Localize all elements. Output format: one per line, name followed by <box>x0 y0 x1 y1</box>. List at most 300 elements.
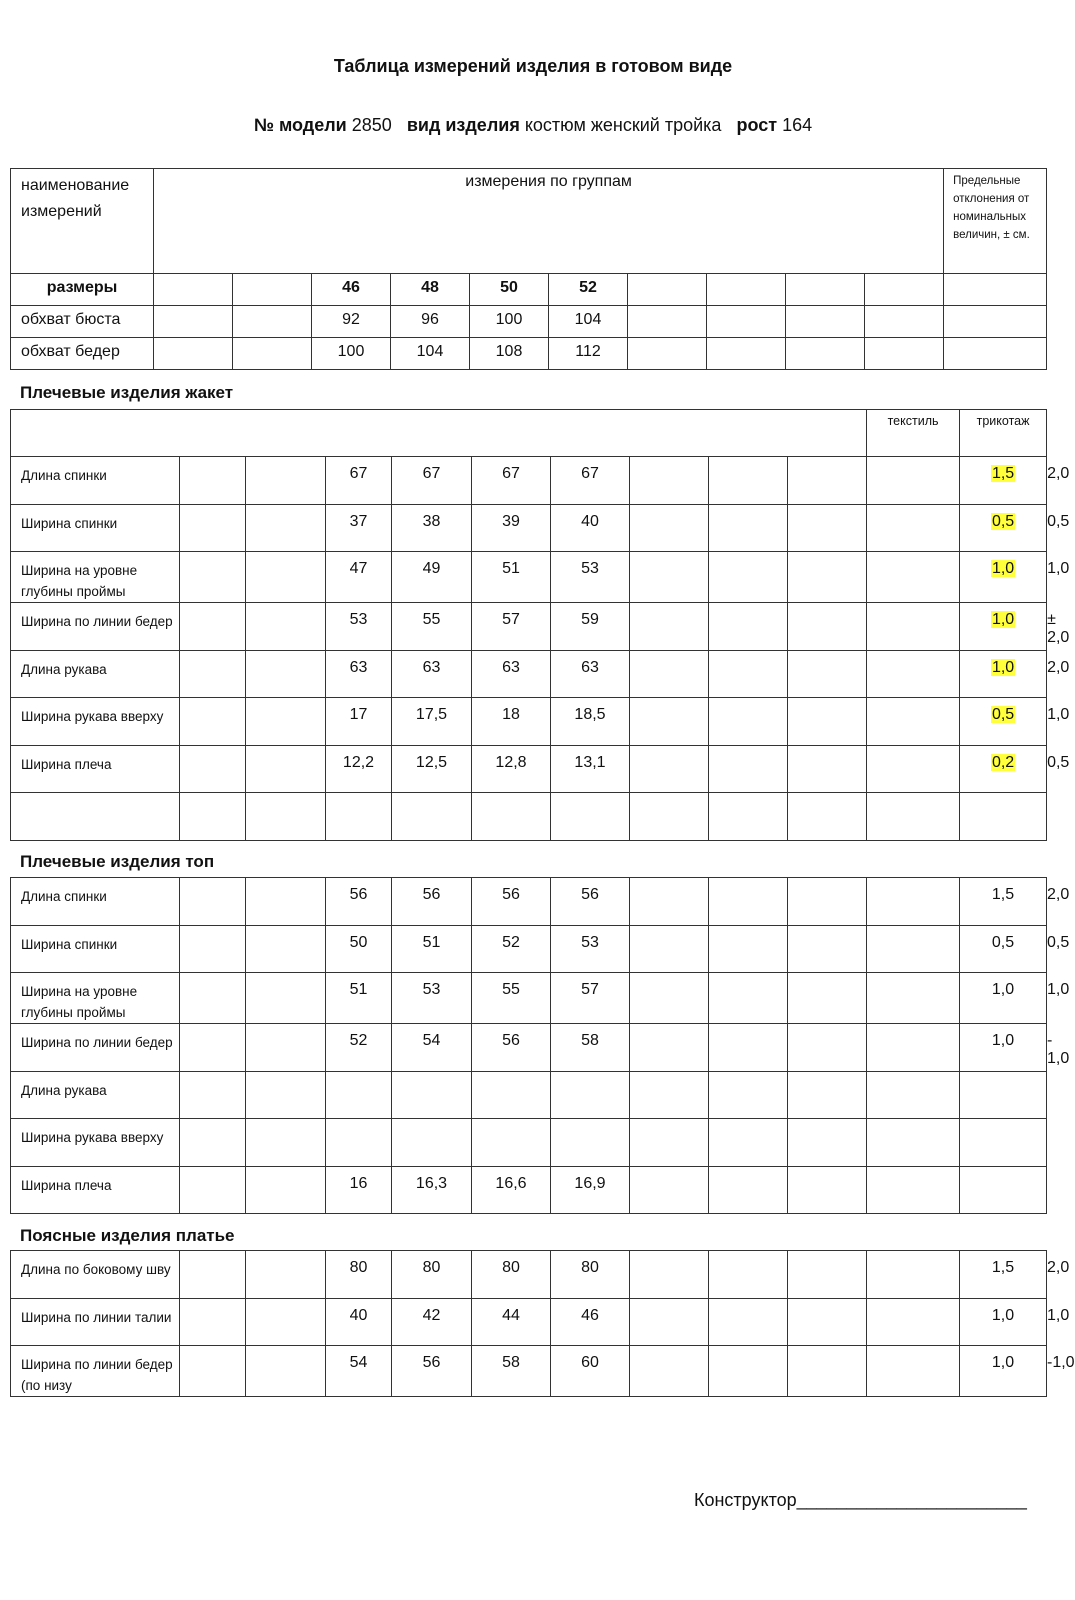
size-cell: 48 <box>391 274 470 306</box>
empty-cell <box>630 878 709 926</box>
empty-cell <box>786 274 865 306</box>
empty-cell <box>788 793 867 841</box>
empty-cell <box>630 552 709 603</box>
empty-cell <box>867 457 960 505</box>
empty-cell <box>154 338 233 370</box>
empty-cell <box>788 878 867 926</box>
empty-cell <box>867 1071 960 1119</box>
empty-cell <box>180 698 246 746</box>
empty-cell <box>865 306 944 338</box>
empty-cell <box>180 1346 246 1397</box>
row-label: Длина по боковому шву <box>11 1251 180 1299</box>
empty-cell <box>246 1251 326 1299</box>
measure-row: Ширина на уровне глубины проймы 51 53 55 57 1,0 1,0 <box>11 973 1047 1024</box>
empty-cell <box>630 1119 709 1167</box>
value-cell <box>392 793 472 841</box>
empty-cell <box>709 1298 788 1346</box>
empty-cell <box>246 1166 326 1214</box>
empty-cell <box>786 306 865 338</box>
empty-cell <box>867 1166 960 1214</box>
value-cell: 39 <box>472 504 551 552</box>
knit-column-header: трикотаж <box>960 410 1047 457</box>
empty-cell <box>11 410 867 457</box>
textile-value <box>960 1119 1047 1167</box>
value-cell: 56 <box>472 878 551 926</box>
measure-row: Ширина плеча 12,2 12,5 12,8 13,1 0,2 0,5 <box>11 745 1047 793</box>
textile-value: 1,0 <box>960 1024 1047 1072</box>
empty-cell <box>246 1071 326 1119</box>
empty-cell <box>867 650 960 698</box>
value-cell: 53 <box>551 552 630 603</box>
value-cell: 56 <box>392 1346 472 1397</box>
height-value: 164 <box>782 115 813 135</box>
empty-cell <box>246 457 326 505</box>
value-cell: 67 <box>392 457 472 505</box>
row-label: Длина рукава <box>11 1071 180 1119</box>
empty-cell <box>628 338 707 370</box>
size-cell: 52 <box>549 274 628 306</box>
type-value: костюм женский тройка <box>524 115 722 135</box>
value-cell <box>326 1119 392 1167</box>
empty-cell <box>154 274 233 306</box>
empty-cell <box>867 793 960 841</box>
measure-row: Длина спинки 56 56 56 56 1,5 2,0 <box>11 878 1047 926</box>
empty-cell <box>788 973 867 1024</box>
document-title: Таблица измерений изделия в готовом виде <box>333 56 733 76</box>
value-cell: 67 <box>326 457 392 505</box>
value-cell: 80 <box>472 1251 551 1299</box>
empty-cell <box>630 457 709 505</box>
empty-cell <box>865 338 944 370</box>
value-cell: 55 <box>392 603 472 651</box>
value-cell: 57 <box>551 973 630 1024</box>
value-cell: 104 <box>549 306 628 338</box>
header-table <box>10 168 1047 370</box>
top-table <box>10 877 1070 1214</box>
empty-cell <box>788 504 867 552</box>
row-label: Длина рукава <box>11 650 180 698</box>
empty-cell <box>867 1251 960 1299</box>
document-subtitle <box>0 115 1066 136</box>
value-cell: 42 <box>392 1298 472 1346</box>
dress-table <box>10 1250 1075 1397</box>
textile-value: 1,5 <box>960 1251 1047 1299</box>
textile-value <box>960 603 1047 651</box>
empty-cell <box>865 274 944 306</box>
value-cell: 100 <box>312 338 391 370</box>
highlighted-value: 0,2 <box>991 753 1015 771</box>
empty-cell <box>788 925 867 973</box>
empty-cell <box>867 973 960 1024</box>
empty-cell <box>246 1346 326 1397</box>
empty-cell <box>246 745 326 793</box>
empty-cell <box>233 338 312 370</box>
value-cell <box>326 1071 392 1119</box>
empty-cell <box>180 1298 246 1346</box>
jacket-table <box>10 409 1070 841</box>
row-label: обхват бедер <box>11 338 154 370</box>
value-cell <box>326 793 392 841</box>
textile-value <box>960 650 1047 698</box>
value-cell: 16,3 <box>392 1166 472 1214</box>
row-label: Ширина плеча <box>11 745 180 793</box>
empty-cell <box>788 1024 867 1072</box>
empty-cell <box>233 306 312 338</box>
value-cell: 40 <box>326 1298 392 1346</box>
value-cell: 67 <box>472 457 551 505</box>
measure-row: Ширина по линии талии 40 42 44 46 1,0 1,0 <box>11 1298 1047 1346</box>
empty-cell <box>630 698 709 746</box>
empty-cell <box>246 925 326 973</box>
empty-cell <box>709 1251 788 1299</box>
value-cell: 80 <box>551 1251 630 1299</box>
empty-cell <box>246 504 326 552</box>
empty-cell <box>180 603 246 651</box>
empty-cell <box>630 603 709 651</box>
textile-value: 1,0 <box>960 1298 1047 1346</box>
measure-row: Длина спинки 67 67 67 67 1,5 2,0 <box>11 457 1047 505</box>
value-cell: 63 <box>392 650 472 698</box>
highlighted-value: 1,0 <box>991 611 1015 628</box>
value-cell: 16,9 <box>551 1166 630 1214</box>
value-cell: 108 <box>470 338 549 370</box>
value-cell: 44 <box>472 1298 551 1346</box>
empty-cell <box>154 306 233 338</box>
measure-row <box>11 1166 1047 1214</box>
value-cell: 50 <box>326 925 392 973</box>
value-cell: 56 <box>472 1024 551 1072</box>
value-cell: 54 <box>392 1024 472 1072</box>
value-cell: 60 <box>551 1346 630 1397</box>
empty-cell <box>628 274 707 306</box>
empty-cell <box>707 338 786 370</box>
highlighted-value: 0,5 <box>991 706 1015 723</box>
value-cell: 51 <box>326 973 392 1024</box>
empty-cell <box>246 1119 326 1167</box>
value-cell: 67 <box>551 457 630 505</box>
textile-value <box>960 457 1047 505</box>
empty-cell <box>630 504 709 552</box>
value-cell: 63 <box>551 650 630 698</box>
empty-cell <box>180 1251 246 1299</box>
value-cell: 52 <box>472 925 551 973</box>
empty-cell <box>867 1024 960 1072</box>
row-label: Ширина плеча <box>11 1166 180 1214</box>
empty-cell <box>246 1024 326 1072</box>
value-cell: 100 <box>470 306 549 338</box>
empty-cell <box>788 552 867 603</box>
textile-value <box>960 793 1047 841</box>
empty-cell <box>180 925 246 973</box>
textile-value: 0,5 <box>960 925 1047 973</box>
empty-cell <box>180 1071 246 1119</box>
value-cell: 92 <box>312 306 391 338</box>
textile-value <box>960 552 1047 603</box>
empty-cell <box>709 1119 788 1167</box>
value-cell: 47 <box>326 552 392 603</box>
model-label: № модели <box>253 115 347 135</box>
empty-cell <box>630 793 709 841</box>
empty-cell <box>180 504 246 552</box>
row-label: Ширина на уровне глубины проймы <box>11 973 180 1024</box>
value-cell: 54 <box>326 1346 392 1397</box>
textile-value <box>960 745 1047 793</box>
row-label: Ширина по линии бедер (по низу <box>11 1346 180 1397</box>
empty-cell <box>786 338 865 370</box>
value-cell: 80 <box>392 1251 472 1299</box>
measure-row <box>11 1119 1047 1167</box>
empty-cell <box>180 457 246 505</box>
value-cell: 104 <box>391 338 470 370</box>
empty-cell <box>709 603 788 651</box>
value-cell: 16,6 <box>472 1166 551 1214</box>
measure-row: Ширина по линии бедер (по низу 54 56 58 60 1,0 -1,0 <box>11 1346 1047 1397</box>
empty-cell <box>867 878 960 926</box>
value-cell: 63 <box>472 650 551 698</box>
empty-cell <box>867 603 960 651</box>
value-cell: 18,5 <box>551 698 630 746</box>
value-cell <box>551 1071 630 1119</box>
empty-cell <box>944 338 1047 370</box>
value-cell: 18 <box>472 698 551 746</box>
value-cell: 17 <box>326 698 392 746</box>
measure-row <box>11 793 1047 841</box>
empty-cell <box>630 925 709 973</box>
highlighted-value: 1,0 <box>991 560 1015 577</box>
empty-cell <box>788 457 867 505</box>
empty-cell <box>788 1251 867 1299</box>
highlighted-value: 1,0 <box>991 658 1015 676</box>
empty-cell <box>180 650 246 698</box>
measure-row: Длина рукава 63 63 63 63 1,0 2,0 <box>11 650 1047 698</box>
empty-cell <box>788 1119 867 1167</box>
header-measure-row <box>11 306 1047 338</box>
value-cell <box>392 1119 472 1167</box>
empty-cell <box>709 552 788 603</box>
empty-cell <box>709 650 788 698</box>
empty-cell <box>788 698 867 746</box>
row-label: Ширина на уровне глубины проймы <box>11 552 180 603</box>
highlighted-value: 1,5 <box>991 465 1015 482</box>
measure-row: Длина по боковому шву 80 80 80 80 1,5 2,0 <box>11 1251 1047 1299</box>
measure-row: Ширина спинки 50 51 52 53 0,5 0,5 <box>11 925 1047 973</box>
row-label: Ширина по линии талии <box>11 1298 180 1346</box>
empty-cell <box>867 925 960 973</box>
value-cell: 112 <box>549 338 628 370</box>
empty-cell <box>180 793 246 841</box>
empty-cell <box>630 1024 709 1072</box>
empty-cell <box>709 878 788 926</box>
size-cell: 50 <box>470 274 549 306</box>
textile-value <box>960 504 1047 552</box>
empty-cell <box>788 603 867 651</box>
value-cell: 56 <box>392 878 472 926</box>
value-cell: 46 <box>551 1298 630 1346</box>
deviation-column-header: Предельные отклонения от номинальных величин, ± см. <box>944 169 1047 274</box>
empty-cell <box>709 504 788 552</box>
empty-cell <box>180 1119 246 1167</box>
empty-cell <box>944 306 1047 338</box>
sizes-row <box>11 274 1047 306</box>
row-label: Ширина спинки <box>11 925 180 973</box>
value-cell: 96 <box>391 306 470 338</box>
value-cell: 59 <box>551 603 630 651</box>
signature-line: Конструктор_______________________ <box>694 1490 1027 1510</box>
empty-cell <box>944 274 1047 306</box>
empty-cell <box>709 1166 788 1214</box>
row-label: Ширина рукава вверху <box>11 1119 180 1167</box>
measure-row: Ширина спинки 37 38 39 40 0,5 0,5 <box>11 504 1047 552</box>
empty-cell <box>630 1251 709 1299</box>
measure-row: Ширина по линии бедер 53 55 57 59 1,0 ± 2,0 <box>11 603 1047 651</box>
value-cell <box>551 793 630 841</box>
empty-cell <box>788 745 867 793</box>
value-cell <box>551 1119 630 1167</box>
value-cell: 55 <box>472 973 551 1024</box>
empty-cell <box>709 698 788 746</box>
value-cell: 58 <box>551 1024 630 1072</box>
row-label: Длина спинки <box>11 457 180 505</box>
value-cell: 80 <box>326 1251 392 1299</box>
empty-cell <box>709 1346 788 1397</box>
empty-cell <box>246 878 326 926</box>
value-cell: 51 <box>392 925 472 973</box>
value-cell: 56 <box>326 878 392 926</box>
row-label: Ширина рукава вверху <box>11 698 180 746</box>
empty-cell <box>246 650 326 698</box>
textile-value: 1,0 <box>960 973 1047 1024</box>
empty-cell <box>180 878 246 926</box>
value-cell <box>472 1071 551 1119</box>
empty-cell <box>246 552 326 603</box>
value-cell: 37 <box>326 504 392 552</box>
value-cell: 17,5 <box>392 698 472 746</box>
value-cell: 53 <box>551 925 630 973</box>
empty-cell <box>180 745 246 793</box>
empty-cell <box>628 306 707 338</box>
empty-cell <box>630 1166 709 1214</box>
empty-cell <box>709 973 788 1024</box>
empty-cell <box>246 793 326 841</box>
highlighted-value: 0,5 <box>991 512 1015 530</box>
empty-cell <box>709 1071 788 1119</box>
top-section-title: Плечевые изделия топ <box>20 852 215 871</box>
empty-cell <box>788 1071 867 1119</box>
empty-cell <box>707 274 786 306</box>
empty-cell <box>180 973 246 1024</box>
measure-row: Ширина рукава вверху 17 17,5 18 18,5 0,5 1,0 <box>11 698 1047 746</box>
empty-cell <box>867 504 960 552</box>
textile-value <box>960 698 1047 746</box>
groups-column-header: измерения по группам <box>154 169 944 274</box>
value-cell: 13,1 <box>551 745 630 793</box>
measure-row: Ширина на уровне глубины проймы 47 49 51 53 1,0 1,0 <box>11 552 1047 603</box>
dress-section-title: Поясные изделия платье <box>20 1226 235 1245</box>
textile-value <box>960 1071 1047 1119</box>
row-label <box>11 793 180 841</box>
empty-cell <box>246 698 326 746</box>
empty-cell <box>788 1298 867 1346</box>
row-label: Ширина спинки <box>11 504 180 552</box>
empty-cell <box>788 1166 867 1214</box>
empty-cell <box>709 793 788 841</box>
header-measure-row <box>11 338 1047 370</box>
empty-cell <box>709 457 788 505</box>
type-label: вид изделия <box>406 115 520 135</box>
empty-cell <box>709 925 788 973</box>
empty-cell <box>630 1071 709 1119</box>
empty-cell <box>180 1024 246 1072</box>
name-column-header: наименование измерений <box>11 169 154 274</box>
empty-cell <box>867 1298 960 1346</box>
row-label: Ширина по линии бедер <box>11 1024 180 1072</box>
row-label: обхват бюста <box>11 306 154 338</box>
textile-value: 1,5 <box>960 878 1047 926</box>
empty-cell <box>709 745 788 793</box>
value-cell: 12,5 <box>392 745 472 793</box>
value-cell: 16 <box>326 1166 392 1214</box>
empty-cell <box>788 1346 867 1397</box>
value-cell: 53 <box>326 603 392 651</box>
empty-cell <box>246 973 326 1024</box>
value-cell: 40 <box>551 504 630 552</box>
value-cell: 52 <box>326 1024 392 1072</box>
value-cell: 56 <box>551 878 630 926</box>
value-cell: 58 <box>472 1346 551 1397</box>
value-cell: 49 <box>392 552 472 603</box>
row-label: Ширина по линии бедер <box>11 603 180 651</box>
textile-column-header: текстиль <box>867 410 960 457</box>
empty-cell <box>867 1346 960 1397</box>
value-cell: 63 <box>326 650 392 698</box>
model-value: 2850 <box>351 115 392 135</box>
value-cell: 51 <box>472 552 551 603</box>
jacket-section-title: Плечевые изделия жакет <box>20 383 234 402</box>
value-cell <box>392 1071 472 1119</box>
empty-cell <box>180 1166 246 1214</box>
empty-cell <box>709 1024 788 1072</box>
empty-cell <box>867 1119 960 1167</box>
value-cell: 53 <box>392 973 472 1024</box>
empty-cell <box>788 650 867 698</box>
value-cell: 57 <box>472 603 551 651</box>
row-label: Длина спинки <box>11 878 180 926</box>
empty-cell <box>246 1298 326 1346</box>
empty-cell <box>867 698 960 746</box>
height-label: рост <box>736 115 778 135</box>
value-cell <box>472 793 551 841</box>
empty-cell <box>867 745 960 793</box>
value-cell <box>472 1119 551 1167</box>
measure-row <box>11 1071 1047 1119</box>
sizes-label: размеры <box>11 274 154 306</box>
empty-cell <box>707 306 786 338</box>
value-cell: 12,2 <box>326 745 392 793</box>
measure-row: Ширина по линии бедер 52 54 56 58 1,0 - 1,0 <box>11 1024 1047 1072</box>
textile-value <box>960 1166 1047 1214</box>
empty-cell <box>630 1298 709 1346</box>
empty-cell <box>246 603 326 651</box>
value-cell: 12,8 <box>472 745 551 793</box>
textile-value: 1,0 <box>960 1346 1047 1397</box>
empty-cell <box>867 552 960 603</box>
empty-cell <box>180 552 246 603</box>
empty-cell <box>630 1346 709 1397</box>
empty-cell <box>630 973 709 1024</box>
value-cell: 38 <box>392 504 472 552</box>
empty-cell <box>630 650 709 698</box>
empty-cell <box>233 274 312 306</box>
